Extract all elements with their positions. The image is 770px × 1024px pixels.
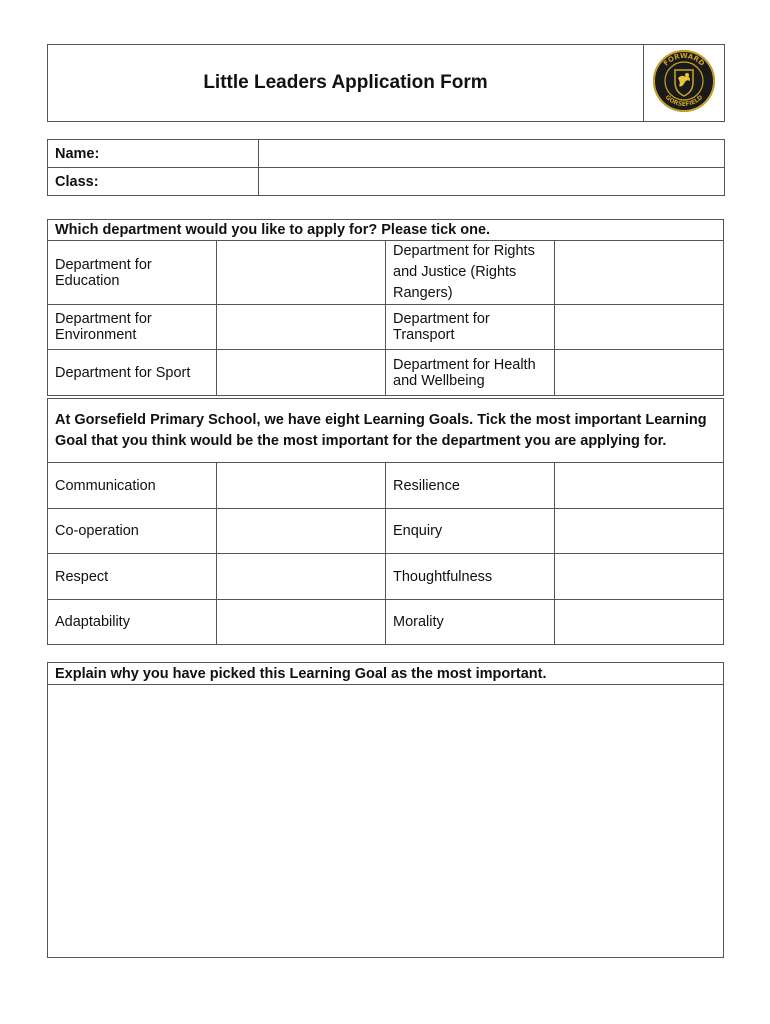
tick-box[interactable]: [555, 305, 724, 350]
table-row: [48, 350, 724, 396]
learning-goal-option: Thoughtfulness: [386, 554, 555, 600]
learning-goal-option: Communication: [48, 463, 217, 509]
crest-top-text: FORWARD: [662, 51, 706, 68]
learning-goal-option: Enquiry: [386, 509, 555, 554]
learning-goal-option: Respect: [48, 554, 217, 600]
tick-box[interactable]: [217, 241, 386, 305]
learning-goals-heading: At Gorsefield Primary School, we have eight Learning Goals. Tick the most important Learning Goal that you think would be the most important for the department you are applying for.: [48, 399, 724, 463]
department-table: [47, 219, 724, 396]
learning-goal-option: Resilience: [386, 463, 555, 509]
name-field[interactable]: [259, 140, 725, 168]
learning-goal-option: Co-operation: [48, 509, 217, 554]
table-row: [48, 241, 724, 305]
page-title: Little Leaders Application Form: [48, 45, 644, 122]
tick-box[interactable]: [217, 350, 386, 396]
department-option: Department for Environment: [48, 305, 217, 350]
tick-box[interactable]: [555, 600, 724, 645]
department-option: Department for Education: [48, 241, 217, 305]
department-option: Department for Sport: [48, 350, 217, 396]
tick-box[interactable]: [217, 554, 386, 600]
table-row: [48, 600, 724, 645]
department-option: Department for Health and Wellbeing: [386, 350, 555, 396]
school-crest-icon: [651, 48, 717, 114]
tick-box[interactable]: [217, 509, 386, 554]
table-row: [48, 509, 724, 554]
explain-table: [47, 662, 724, 958]
school-logo: [644, 45, 725, 122]
table-row: [48, 305, 724, 350]
class-label: Class:: [48, 168, 259, 196]
learning-goal-option: Morality: [386, 600, 555, 645]
tick-box[interactable]: [555, 350, 724, 396]
title-box: [47, 44, 725, 122]
department-heading: Which department would you like to apply for? Please tick one.: [48, 220, 724, 241]
learning-goals-table: [47, 398, 724, 645]
table-row: [48, 463, 724, 509]
crest-bottom-text: GORSEFIELD: [663, 93, 705, 109]
explain-answer-area[interactable]: [48, 685, 724, 958]
tick-box[interactable]: [555, 241, 724, 305]
learning-goal-option: Adaptability: [48, 600, 217, 645]
details-table: [47, 139, 725, 196]
tick-box[interactable]: [555, 554, 724, 600]
tick-box[interactable]: [217, 463, 386, 509]
tick-box[interactable]: [217, 600, 386, 645]
department-option: Department for Rights and Justice (Rights Rangers): [386, 241, 555, 305]
tick-box[interactable]: [555, 463, 724, 509]
table-row: [48, 554, 724, 600]
name-label: Name:: [48, 140, 259, 168]
tick-box[interactable]: [217, 305, 386, 350]
tick-box[interactable]: [555, 509, 724, 554]
explain-heading: Explain why you have picked this Learning Goal as the most important.: [48, 663, 724, 685]
class-field[interactable]: [259, 168, 725, 196]
department-option: Department for Transport: [386, 305, 555, 350]
